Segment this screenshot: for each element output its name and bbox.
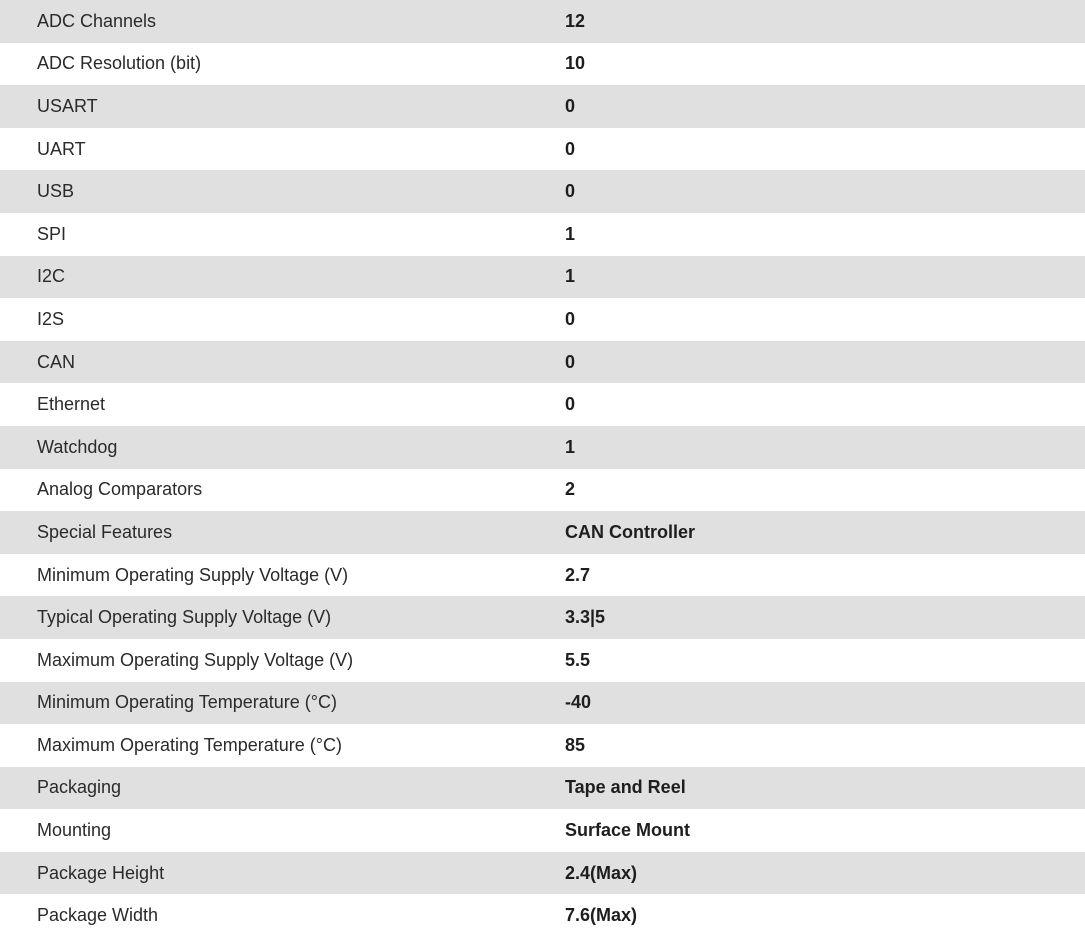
spec-row — [0, 128, 1085, 171]
spec-value: 3.3|5 — [565, 607, 606, 628]
spec-value: Surface Mount — [565, 820, 691, 841]
spec-label: Analog Comparators — [37, 479, 203, 500]
spec-row — [0, 426, 1085, 469]
spec-row — [0, 298, 1085, 341]
spec-label: Watchdog — [37, 436, 118, 457]
spec-row — [0, 639, 1085, 682]
spec-value: Tape and Reel — [565, 777, 686, 798]
spec-row — [0, 511, 1085, 554]
spec-value: 0 — [565, 138, 576, 159]
spec-value: CAN Controller — [565, 521, 695, 542]
spec-value: 7.6(Max) — [565, 905, 638, 926]
spec-value: 5.5 — [565, 649, 591, 670]
spec-row — [0, 894, 1085, 929]
spec-label: Packaging — [37, 777, 122, 798]
spec-label: USB — [37, 181, 75, 202]
spec-value: 0 — [565, 351, 576, 372]
spec-value: 85 — [565, 734, 586, 755]
spec-value: 2.7 — [565, 564, 591, 585]
spec-value: 1 — [565, 436, 576, 457]
spec-value: 2 — [565, 479, 576, 500]
spec-label: CAN — [37, 351, 76, 372]
spec-row — [0, 809, 1085, 852]
spec-row — [0, 256, 1085, 299]
spec-label: USART — [37, 95, 98, 116]
spec-value: 1 — [565, 266, 576, 287]
spec-value: 2.4(Max) — [565, 862, 638, 883]
spec-label: Minimum Operating Temperature (°C) — [37, 692, 337, 713]
spec-row — [0, 213, 1085, 256]
spec-value: 0 — [565, 181, 576, 202]
spec-label: Package Width — [37, 905, 159, 926]
spec-label: Ethernet — [37, 394, 106, 415]
spec-label: Minimum Operating Supply Voltage (V) — [37, 564, 349, 585]
spec-row — [0, 682, 1085, 725]
spec-row — [0, 341, 1085, 384]
spec-value: 10 — [565, 53, 586, 74]
spec-label: Package Height — [37, 862, 165, 883]
spec-row — [0, 469, 1085, 512]
spec-label: SPI — [37, 223, 67, 244]
spec-row — [0, 852, 1085, 895]
spec-value: 12 — [565, 10, 586, 31]
spec-row — [0, 596, 1085, 639]
spec-label: Maximum Operating Supply Voltage (V) — [37, 649, 354, 670]
spec-label: Special Features — [37, 521, 173, 542]
spec-row — [0, 554, 1085, 597]
spec-row — [0, 170, 1085, 213]
spec-label: Mounting — [37, 820, 112, 841]
spec-value: 0 — [565, 394, 576, 415]
spec-value: 1 — [565, 223, 576, 244]
spec-label: Typical Operating Supply Voltage (V) — [37, 607, 332, 628]
spec-label: ADC Channels — [37, 10, 157, 31]
spec-label: UART — [37, 138, 86, 159]
spec-label: ADC Resolution (bit) — [37, 53, 202, 74]
spec-row — [0, 0, 1085, 43]
spec-row — [0, 85, 1085, 128]
spec-row — [0, 383, 1085, 426]
spec-label: Maximum Operating Temperature (°C) — [37, 734, 342, 755]
spec-label: I2S — [37, 308, 65, 329]
spec-label: I2C — [37, 266, 66, 287]
spec-row — [0, 43, 1085, 86]
spec-row — [0, 767, 1085, 810]
spec-value: 0 — [565, 308, 576, 329]
spec-value: 0 — [565, 95, 576, 116]
spec-value: -40 — [565, 692, 592, 713]
spec-row — [0, 724, 1085, 767]
